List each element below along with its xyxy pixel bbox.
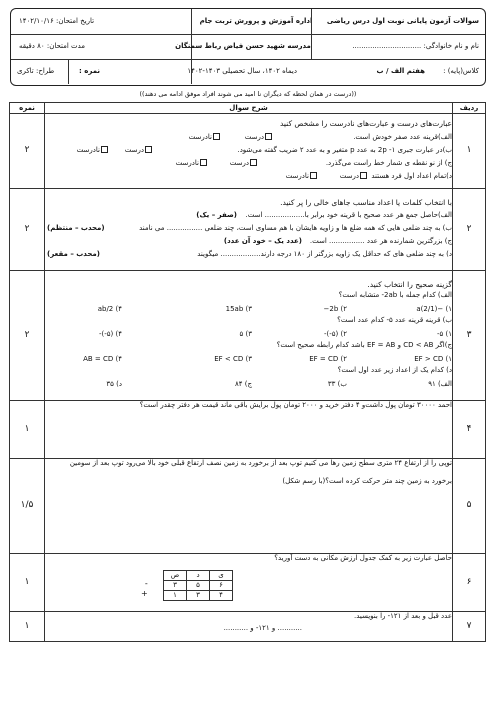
desc-header: شرح سوال [45,103,453,114]
checkbox-icon [213,133,220,140]
checkbox-icon [310,172,317,179]
q1-line-b: ب)در عبارت جبری ۱- 2p به عدد p متغیر و به عدد ۲ ضریب گفته می‌شود. درست نادرست [76,145,452,154]
question-number: ۳ [453,271,486,401]
option[interactable]: ۴) AB = CD [83,355,122,364]
checkbox-icon [101,146,108,153]
school-name: مدرسه شهید حسن فیاض رباط سمنگان [175,42,311,51]
questions-table [9,102,486,642]
question-number: ۵ [453,459,486,554]
false-option[interactable]: نادرست [176,159,207,168]
organization: اداره آموزش و پرورش تربت جام [199,17,313,26]
row-header: ردیف [453,103,486,114]
question-score: ۱/۵ [10,459,45,554]
checkbox-icon [145,146,152,153]
true-option[interactable]: درست [340,172,367,181]
minus-sign: - [144,579,148,588]
option[interactable]: ۱) ۵- [436,330,452,339]
option[interactable]: ۱) −(2/1)a [416,305,452,314]
question-number: ۱ [453,114,486,189]
option[interactable]: الف) ۹۱ [428,380,452,389]
checkbox-icon [250,159,257,166]
question-number: ۶ [453,554,486,612]
exam-page [10,8,486,698]
table-header-row [10,103,486,114]
question-row-3 [10,271,486,401]
true-option[interactable]: درست [125,146,152,155]
option[interactable]: ۲) EF = CD [309,355,347,364]
question-score: ۱ [10,554,45,612]
choice-hint: (عدد یک – خود آن عدد) [223,237,302,246]
question-row-2 [10,189,486,271]
false-option[interactable]: نادرست [77,146,108,155]
question-body [45,459,453,554]
option[interactable]: ۴) 2/ab [97,305,122,314]
q3-part-c-options [45,353,452,366]
q2-line-d: د) به چند ضلعی های که حداقل یک زاویه بزرگتر از ۱۸۰ درجه دارند.................. میگویند (محدب – مقعر) [47,250,452,259]
designer: طراح: تاکری [17,67,55,76]
column-header: ی [210,571,233,581]
option[interactable]: ب) ۳۳ [327,380,347,389]
choice-hint: (صفر – یک) [196,211,237,220]
checkbox-icon [265,133,272,140]
answer-blank[interactable]: ........... و ۱۲۱- و ........... [223,624,302,632]
option[interactable]: ۳) ۵ [239,330,252,339]
question-number: ۲ [453,189,486,271]
exam-duration: مدت امتحان: ۸۰ دقیقه [19,42,86,51]
q3-part-b-options [45,328,452,341]
question-text: احمد ۳۰۰۰۰ تومان پول داشت‌و ۴ دفتر خرید و ۲۰۰۰ تومان پول برایش باقی ماند قیمت هر دفتر چقدر است؟ [139,401,452,409]
option[interactable]: ۳) EF < CD [214,355,252,364]
q1-line-c: ج) از نو نقطه ی شمار خط راست می‌گذرد. درست نادرست [175,158,452,167]
question-row-1 [10,114,486,189]
q2-line-c: ج) بزرگترین شمارنده هر عدد ................ است. (عدد یک – خود آن عدد) [223,237,452,246]
column-header: ص [164,571,187,581]
option[interactable]: ۲) 2b− [323,305,347,314]
table-cell: ۱ [164,591,187,601]
question-body [45,271,453,401]
column-header: د [187,571,210,581]
option[interactable]: ج) ۸۴ [234,380,252,389]
checkbox-icon [360,172,367,179]
q3-part-a: الف) کدام جمله با 2ab- متشابه است؟ [338,291,452,300]
question-number: ۷ [453,612,486,642]
q3-part-a-options [45,303,452,316]
student-name-field[interactable]: نام و نام خانوادگی: ............................... [352,42,479,51]
question-body [45,189,453,271]
plus-sign: + [141,589,148,598]
true-option[interactable]: درست [230,159,257,168]
question-text: عدد قبل و بعد از ۱۲۱- را بنویسید. [353,612,452,620]
table-cell: ۴ [210,591,233,601]
choice-hint: (محدب – منتظم) [47,224,105,233]
option[interactable]: ۱) EF > CD [414,355,452,364]
table-cell: ۵ [187,581,210,591]
q3-part-c: ج)اگر CD < AB و EF = AB باشد کدام رابطه صحیح است؟ [276,341,452,350]
q1-line-d: د)تمام اعداد اول فرد هستند درست نادرست [285,171,452,180]
option[interactable]: ۴) (۵-)- [98,330,122,339]
motivational-banner: ((درست در همان لحظه که دیگران نا امید می شوند افراد موفق ادامه می دهند)) [139,90,357,98]
option[interactable]: ۳) 15ab [225,305,252,314]
question-score: ۱ [10,401,45,459]
question-title: با انتخاب کلمات یا اعداد مناسب جاهای خالی را پر کنید. [280,197,452,207]
table-cell: ۶ [210,581,233,591]
question-title: عبارت‌های درست و عبارت‌های نادرست را مشخص کنید [279,119,452,129]
false-option[interactable]: نادرست [286,172,317,181]
score-label: نمره : [79,67,101,76]
question-score: ۱ [10,612,45,642]
q3-part-d-options [45,378,452,391]
exam-session: دیماه ۱۴۰۲، سال تحصیلی ۱۴۰۳-۱۴۰۲ [187,67,297,76]
question-title: گزینه صحیح را انتخاب کنید. [367,279,452,289]
question-body [45,401,453,459]
question-text: حاصل عبارت زیر به کمک جدول ارزش مکانی به دست آورید؟ [274,554,452,562]
question-number: ۴ [453,401,486,459]
q2-line-a: الف)حاصل جمع هر عدد صحیح با قرینه خود برابر با.................. است. (صفر – یک) [196,211,452,220]
checkbox-icon [200,159,207,166]
option[interactable]: ۲) (۵-)- [323,330,347,339]
question-body [45,114,453,189]
place-value-table [163,570,233,601]
q2-line-b: ب) به چند ضلعی هایی که همه ضلع ها و زاویه هایشان با هم مساوی است، چند ضلعی ................ می نامند (محدب – منتظم) [47,224,452,233]
question-row-7 [10,612,486,642]
true-option[interactable]: درست [245,133,272,142]
grade-value: هفتم الف / ب [376,67,425,76]
question-body [45,554,453,612]
question-score: ۲ [10,271,45,401]
score-header: نمره [10,103,45,114]
table-cell: ۳ [187,591,210,601]
question-text-line-2: برخورد به زمین چند متر حرکت کرده است؟(با رسم شکل) [282,477,452,485]
q3-part-d: د) کدام یک از اعداد زیر عدد اول است؟ [337,366,452,375]
q3-part-b: ب) قرینه قرینه عدد ۵- کدام عدد است؟ [337,316,452,325]
choice-hint: (محدب – مقعر) [47,250,100,259]
q1-line-a: الف)قرینه عدد صفر خودش است. درست نادرست [188,132,452,141]
false-option[interactable]: نادرست [189,133,220,142]
question-row-4 [10,401,486,459]
question-body [45,612,453,642]
question-row-5 [10,459,486,554]
question-text-line-1: توپی را از ارتفاع ۲۴ متری سطح زمین رها می کنیم توپ بعد از برخورد به زمین نصف ارتفاع قبلی خود بالا می‌رود توپ بعد از سومین [69,459,452,467]
question-score: ۲ [10,114,45,189]
exam-date: تاریخ امتحان: ۱۴۰۲/۱۰/۱۶ [19,17,95,26]
operation-signs [141,579,148,599]
place-value-area [45,566,452,610]
exam-title: سوالات آزمون پایانی نوبت اول درس ریاضی [326,17,479,26]
option[interactable]: د) ۳۵ [106,380,122,389]
question-row-6 [10,554,486,612]
grade-label: کلاس(پایه) : [443,67,479,76]
table-cell: ۳ [164,581,187,591]
exam-header [10,8,486,86]
question-score: ۲ [10,189,45,271]
